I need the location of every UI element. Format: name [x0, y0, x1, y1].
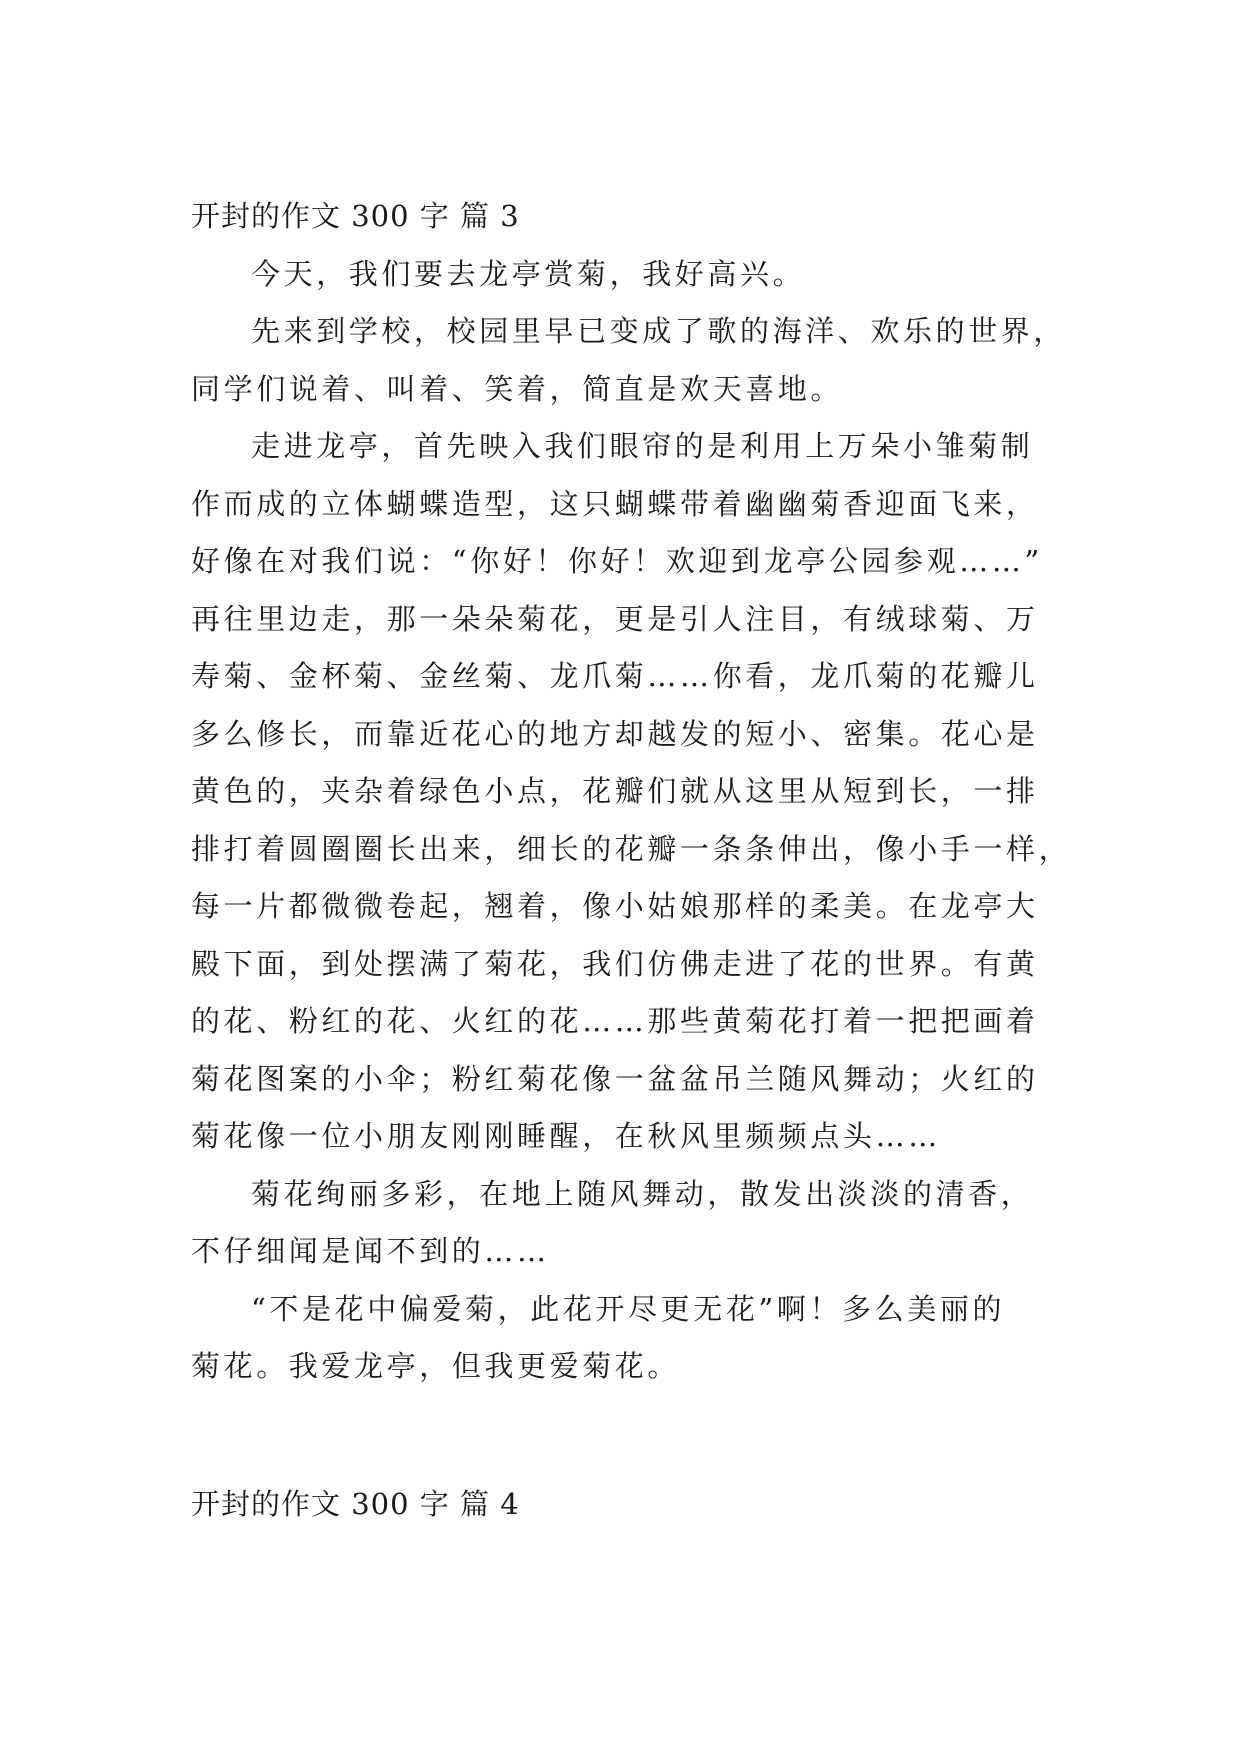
paragraph-line: 先来到学校，校园里早已变成了歌的海洋、欢乐的世界，	[251, 314, 1067, 348]
paragraph-line: 走进龙亭，首先映入我们眼帘的是利用上万朵小雏菊制	[251, 429, 1034, 463]
paragraph-line: 多么修长，而靠近花心的地方却越发的短小、密集。花心是	[191, 717, 1039, 751]
paragraph-line: 再往里边走，那一朵朵菊花，更是引人注目，有绒球菊、万	[191, 602, 1039, 636]
paragraph-line: 的花、粉红的花、火红的花……那些黄菊花打着一把把画着	[191, 1004, 1039, 1038]
paragraph-line: 菊花。我爱龙亭，但我更爱菊花。	[191, 1349, 681, 1383]
paragraph-line: 寿菊、金杯菊、金丝菊、龙爪菊……你看，龙爪菊的花瓣儿	[191, 659, 1039, 693]
paragraph-line: 今天，我们要去龙亭赏菊，我好高兴。	[251, 257, 806, 291]
paragraph-line: 好像在对我们说：“你好！你好！欢迎到龙亭公园参观……”	[191, 544, 1043, 578]
paragraph-line: 菊花像一位小朋友刚刚睡醒，在秋风里频频点头……	[191, 1119, 941, 1153]
paragraph-line: 不仔细闻是闻不到的……	[191, 1234, 550, 1268]
section-4-heading: 开封的作文 300 字 篇 4	[191, 1487, 520, 1521]
paragraph-line: 殿下面，到处摆满了菊花，我们仿佛走进了花的世界。有黄	[191, 947, 1039, 981]
paragraph-line: 黄色的，夹杂着绿色小点，花瓣们就从这里从短到长，一排	[191, 774, 1039, 808]
paragraph-line: 作而成的立体蝴蝶造型，这只蝴蝶带着幽幽菊香迎面飞来，	[191, 487, 1039, 521]
paragraph-line: 每一片都微微卷起，翘着，像小姑娘那样的柔美。在龙亭大	[191, 889, 1039, 923]
paragraph-line: “不是花中偏爱菊，此花开尽更无花”啊！多么美丽的	[251, 1292, 1006, 1326]
paragraph-line: 排打着圆圈圈长出来，细长的花瓣一条条伸出，像小手一样，	[191, 832, 1072, 866]
paragraph-line: 菊花图案的小伞；粉红菊花像一盆盆吊兰随风舞动；火红的	[191, 1062, 1039, 1096]
paragraph-line: 同学们说着、叫着、笑着，简直是欢天喜地。	[191, 372, 844, 406]
paragraph-line: 菊花绚丽多彩，在地上随风舞动，散发出淡淡的清香，	[251, 1177, 1034, 1211]
section-3-heading: 开封的作文 300 字 篇 3	[191, 199, 520, 233]
